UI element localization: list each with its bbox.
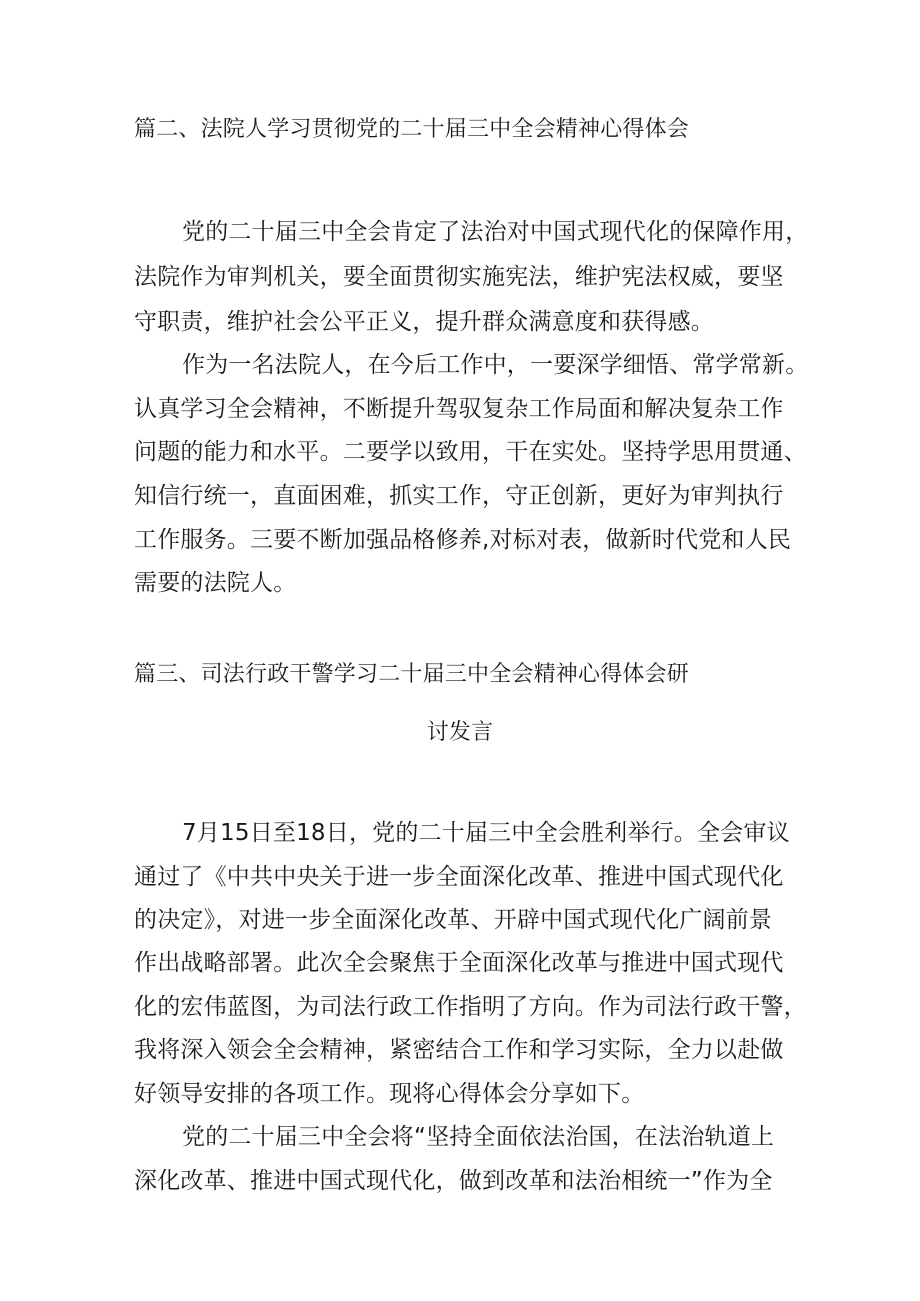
section2-p2-line1: 作为一名法院人，在今后工作中，一要深学细悟、常学常新。: [182, 352, 809, 378]
section3-p1-line1: 7月15日至18日，党的二十届三中全会胜利举行。全会审议: [182, 820, 790, 846]
section2-p1-line2: 法院作为审判机关，要全面贯彻实施宪法，维护宪法权威，要坚: [134, 264, 784, 290]
section3-p1-line2: 通过了《中共中央关于进一步全面深化改革、推进中国式现代化: [134, 864, 784, 890]
section3-title-line1: 篇三、司法行政干警学习二十届三中全会精神心得体会研: [134, 662, 690, 687]
section3-p1-line7: 好领导安排的各项工作。现将心得体会分享如下。: [134, 1081, 645, 1107]
section3-p2-line2: 深化改革、推进中国式现代化，做到改革和法治相统一”作为全: [134, 1168, 773, 1194]
section3-p1-line5: 化的宏伟蓝图，为司法行政工作指明了方向。作为司法行政干警，: [134, 994, 807, 1020]
section3-p1-line4: 作出战略部署。此次全会聚焦于全面深化改革与推进中国式现代: [134, 950, 784, 976]
section3-title-line2: 讨发言: [426, 720, 494, 745]
section2-p2-line5: 工作服务。三要不断加强品格修养,对标对表，做新时代党和人民: [134, 527, 792, 553]
section2-p1-line3: 守职责，维护社会公平正义，提升群众满意度和获得感。: [134, 309, 714, 335]
section2-p2-line4: 知信行统一，直面困难，抓实工作，守正创新，更好为审判执行: [134, 483, 784, 509]
section3-p1-line6: 我将深入领会全会精神，紧密结合工作和学习实际，全力以赴做: [134, 1037, 784, 1063]
section2-p1-line1: 党的二十届三中全会肯定了法治对中国式现代化的保障作用，: [182, 219, 809, 245]
section2-p2-line3: 问题的能力和水平。二要学以致用，干在实处。坚持学思用贯通、: [134, 439, 807, 465]
section3-p1-line3: 的决定》，对进一步全面深化改革、开辟中国式现代化广阔前景: [134, 907, 773, 933]
section3-p2-line1: 党的二十届三中全会将“坚持全面依法治国，在法治轨道上: [182, 1124, 775, 1150]
section2-p2-line6: 需要的法院人。: [134, 570, 297, 596]
section2-title: 篇二、法院人学习贯彻党的二十届三中全会精神心得体会: [134, 117, 690, 142]
section2-p2-line2: 认真学习全会精神，不断提升驾驭复杂工作局面和解决复杂工作: [134, 396, 784, 422]
